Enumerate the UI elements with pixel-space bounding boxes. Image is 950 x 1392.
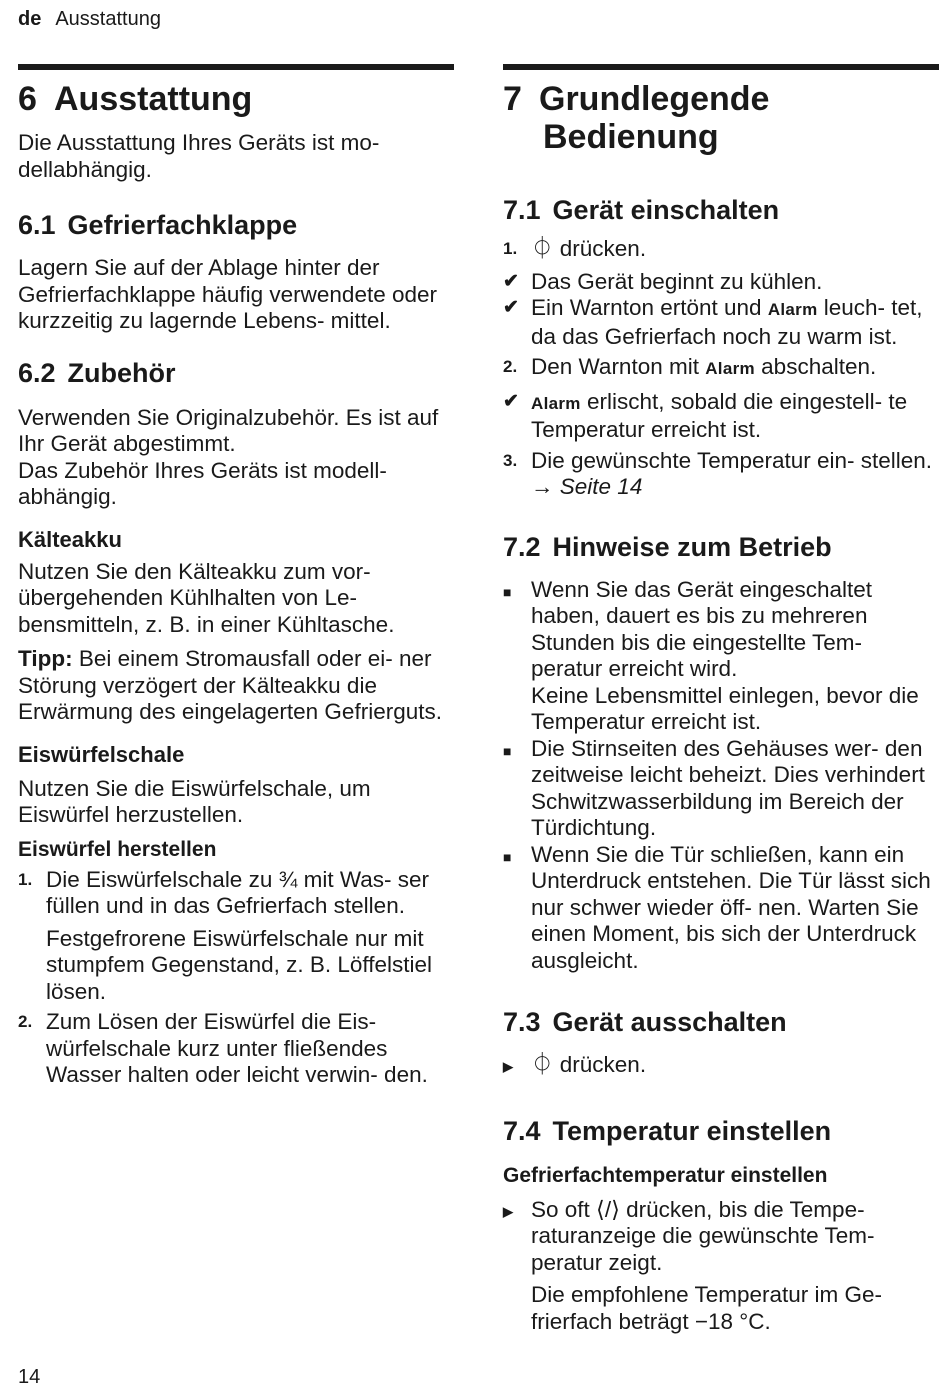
section-7-1-heading: 7.1 Gerät einschalten <box>503 195 780 225</box>
section-rule <box>18 64 454 70</box>
bullet-square-icon: ■ <box>503 742 512 759</box>
power-icon: ⏀ <box>531 236 554 261</box>
tip-label: Tipp: <box>18 646 73 671</box>
step-number: 1. <box>18 869 33 889</box>
step-note: Festgefrorene Eiswürfelschale nur mit stumpfem Gegenstand, z. B. Löffelstiel lösen. <box>46 925 433 1004</box>
step-note: Die empfohlene Temperatur im Ge- frierfach beträgt −18 °C. <box>531 1282 882 1334</box>
alarm-display-text: Alarm <box>705 359 755 378</box>
action-arrow-icon: ▶ <box>503 1203 513 1219</box>
section-6-1-text: Lagern Sie auf der Ablage hinter der Gefrierfachklappe häufig verwendete oder kurzzeitig zu lagernde Lebens- mittel. <box>18 255 438 333</box>
section-6-2-text-2: Das Zubehör Ihres Geräts ist modell- abhängig. <box>18 457 387 509</box>
eiswurfel-herstellen-heading: Eiswürfel herstellen <box>18 837 217 861</box>
list-item: 2. Den Warnton mit Alarm abschalten. <box>503 354 877 379</box>
bullet-note: Keine Lebensmittel einlegen, bevor die Temperatur erreicht ist. <box>531 682 919 734</box>
chapter-7-heading: 7 Grundlegende Bedienung <box>503 80 770 156</box>
list-item <box>18 1009 454 1089</box>
language-code: de <box>18 8 42 30</box>
list-item: ■ Wenn Sie die Tür schließen, kann ein Unterdruck entstehen. Die Tür lässt sich nur schwer wieder öff- nen. Warten Sie einen Moment, bis sich der Unterdruck ausgleicht. <box>503 841 931 973</box>
bullet-square-icon: ■ <box>503 848 512 865</box>
section-6-1-heading: 6.1 Gefrierfachklappe <box>18 210 298 240</box>
section-6-2-text-1: Verwenden Sie Originalzubehör. Es ist auf Ihr Gerät abgestimmt. <box>18 404 439 456</box>
tip-text: Bei einem Stromausfall oder ei- ner Störung verzögert der Kälteakku die Erwärmung des eingelagerten Gefrierguts. <box>18 646 442 724</box>
eiswurfelschale-heading: Eiswürfelschale <box>18 741 185 767</box>
tip-paragraph <box>18 646 454 726</box>
power-icon: ⏀ <box>531 1052 554 1077</box>
section-7-3-heading: 7.3 Gerät ausschalten <box>503 1007 787 1037</box>
page-number: 14 <box>18 1366 41 1388</box>
list-item: ✔ Ein Warnton ertönt und Alarm leuch- tet, da das Gefrierfach noch zu warm ist. <box>503 295 923 349</box>
gefrierfach-temp-heading: Gefrierfachtemperatur einstellen <box>503 1163 828 1187</box>
section-7-4-heading: 7.4 Temperatur einstellen <box>503 1115 832 1146</box>
list-item: ▶ ⏀ drücken. <box>503 1052 939 1081</box>
eiswurfelschale-text: Nutzen Sie die Eiswürfelschale, um Eiswürfel herzustellen. <box>18 775 371 827</box>
chapter-6-heading: 6 Ausstattung <box>18 80 253 118</box>
list-item: ■ Wenn Sie das Gerät eingeschaltet haben, dauert es bis zu mehreren Stunden bis die eingestellte Tem- peratur erreicht wird. <box>503 576 873 681</box>
page-reference-link[interactable]: Seite 14 <box>559 474 643 499</box>
section-rule <box>503 64 939 70</box>
right-column <box>503 64 939 1335</box>
left-column <box>18 64 454 1089</box>
running-header <box>18 8 161 31</box>
list-item: 1. ⏀ drücken. <box>503 236 647 261</box>
step-number: 2. <box>18 1012 33 1031</box>
bullet-square-icon: ■ <box>503 583 512 600</box>
list-item: 3. Die gewünschte Temperatur ein- stellen. → Seite 14 <box>503 447 933 499</box>
action-arrow-icon: ▶ <box>503 1059 513 1074</box>
list-item: ✔ Alarm erlischt, sobald die eingestell- te Temperatur erreicht ist. <box>503 388 908 442</box>
check-icon: ✔ <box>503 297 519 318</box>
alarm-display-text: Alarm <box>531 393 581 413</box>
list-item: ✔ Das Gerät beginnt zu kühlen. <box>503 268 823 294</box>
section-6-2-heading: 6.2 Zubehör <box>18 357 176 388</box>
chapter-6-intro: Die Ausstattung Ihres Geräts ist mo- dellabhängig. <box>18 130 380 182</box>
alarm-display-text: Alarm <box>767 300 818 319</box>
check-icon: ✔ <box>503 270 519 292</box>
step-text: Die Eiswürfelschale zu ¾ mit Was- ser füllen und in das Gefrierfach stellen. <box>46 866 430 918</box>
list-item <box>18 867 454 920</box>
step-text: Zum Lösen der Eiswürfel die Eis- würfelschale kurz unter fließendes Wasser halten oder leicht verwin- den. <box>46 1009 428 1087</box>
check-icon: ✔ <box>503 390 519 412</box>
kalteakku-heading: Kälteakku <box>18 526 122 552</box>
temperature-buttons-icon: ⟨/⟩ <box>596 1196 620 1222</box>
kalteakku-text: Nutzen Sie den Kälteakku zum vor- übergehenden Kühlhalten von Le- bensmitteln, z. B. in einer Kühltasche. <box>18 558 395 637</box>
header-section: Ausstattung <box>55 8 161 30</box>
list-item: ■ Die Stirnseiten des Gehäuses wer- den zeitweise leicht beheizt. Dies verhindert Schwitzwasserbildung im Bereich der Türdichtung. <box>503 735 925 840</box>
section-7-2-heading: 7.2 Hinweise zum Betrieb <box>503 531 832 562</box>
list-item: ▶ So oft ⟨/⟩ drücken, bis die Tempe- raturanzeige die gewünschte Tem- peratur zeigt. <box>503 1196 875 1275</box>
